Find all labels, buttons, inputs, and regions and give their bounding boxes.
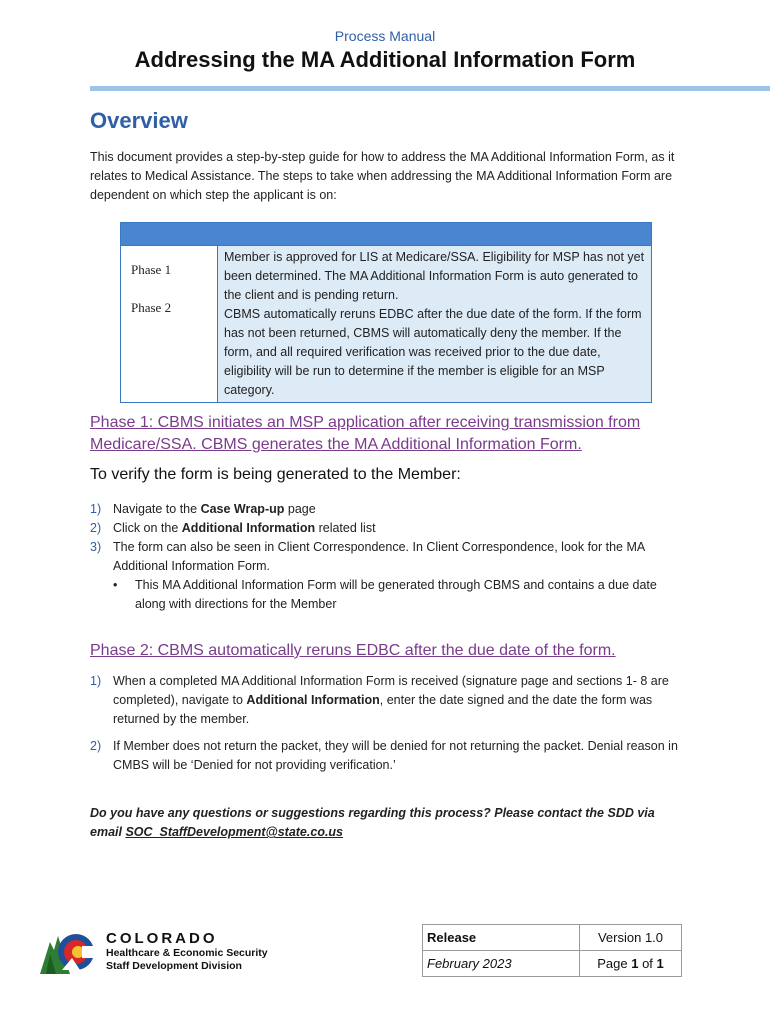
step-text: The form can also be seen in Client Correspondence. In Client Correspondence, look for the MA Additional Information Form. xyxy=(113,540,645,573)
bullet-icon: • xyxy=(113,578,118,592)
release-date: February 2023 xyxy=(423,951,580,977)
step-text xyxy=(113,519,690,538)
phase-table xyxy=(120,222,652,403)
phase2-steps xyxy=(90,672,690,783)
release-label: Release xyxy=(423,925,580,951)
list-item xyxy=(90,538,690,576)
colorado-logo xyxy=(38,924,288,980)
step-number: 1) xyxy=(90,502,102,516)
logo-line-1: Healthcare & Economic Security xyxy=(106,947,268,959)
phase1-label: Phase 1 xyxy=(131,262,172,277)
step-text-pre: When a completed MA Additional Information Form is received (signature page and sections 1- 8 are completed), navigate to xyxy=(113,674,669,707)
bullet-text: This MA Additional Information Form will be generated through CBMS and contains a due date along with directions for the Member xyxy=(135,578,657,611)
release-version: Version 1.0 xyxy=(580,925,682,951)
step-text-bold: Additional Information xyxy=(181,521,316,535)
step-text xyxy=(113,672,690,729)
phase-descriptions-cell xyxy=(218,246,652,403)
release-table xyxy=(422,924,682,977)
phase-table-header xyxy=(121,223,652,246)
step-number: 3) xyxy=(90,540,102,554)
contact-email-link[interactable]: SOC_StaffDevelopment@state.co.us xyxy=(125,825,344,839)
step-text-post: page xyxy=(284,502,316,516)
logo-state-name: COLORADO xyxy=(106,930,218,947)
step-text xyxy=(113,500,690,519)
contact-text: Do you have any questions or suggestions regarding this process? Please contact the SDD via email xyxy=(90,806,655,839)
overview-intro: This document provides a step-by-step guide for how to address the MA Additional Information Form, as it relates to Medical Assistance. The steps to take when addressing the MA Additional Information Form are dependent on which step the applicant is on: xyxy=(90,150,675,202)
list-item xyxy=(90,500,690,519)
header-divider xyxy=(90,86,770,91)
list-item xyxy=(113,576,690,614)
phase2-description: CBMS automatically reruns EDBC after the due date of the form. If the form has not been returned, CBMS will automatically deny the member. If the form, and all required verification was received prior to the due date, eligibility will be run to determine if the member is eligible for an MSP category. xyxy=(224,307,642,397)
phase1-heading[interactable]: Phase 1: CBMS initiates an MSP application after receiving transmission from Medicare/SSA. CBMS generates the MA Additional Information Form. xyxy=(90,414,641,453)
step-text-pre: Navigate to the xyxy=(113,502,201,516)
list-item xyxy=(90,737,690,775)
verify-subheading: To verify the form is being generated to the Member: xyxy=(90,466,461,483)
phase1-description: Member is approved for LIS at Medicare/SSA. Eligibility for MSP has not yet been determined. The MA Additional Information Form is auto generated to the client and is pending return. xyxy=(224,250,645,302)
page-prefix: Page xyxy=(597,956,632,971)
step-text-post: related list xyxy=(315,521,376,535)
step-text-pre: Click on the xyxy=(113,521,182,535)
step-text: If Member does not return the packet, they will be denied for not returning the packet. Denial reason in CMBS will be ‘Denied for not providing verification.’ xyxy=(113,739,678,772)
page-number: 1 xyxy=(631,956,639,971)
list-item xyxy=(90,672,690,729)
list-item xyxy=(90,519,690,538)
header-kicker: Process Manual xyxy=(334,28,436,44)
step-text-bold: Case Wrap-up xyxy=(200,502,285,516)
step-number: 2) xyxy=(90,521,102,535)
phase2-heading[interactable]: Phase 2: CBMS automatically reruns EDBC after the due date of the form. xyxy=(90,642,616,659)
phase2-label: Phase 2 xyxy=(131,300,172,315)
phase1-steps xyxy=(90,500,690,614)
logo-text xyxy=(106,930,268,973)
overview-heading: Overview xyxy=(90,108,188,133)
contact-note xyxy=(90,804,690,842)
page-of: of xyxy=(638,956,657,971)
colorado-c-logo-icon xyxy=(38,924,100,978)
page-total: 1 xyxy=(656,956,664,971)
logo-line-2: Staff Development Division xyxy=(106,960,242,972)
step-text-post: , enter the date signed and the date the form was returned by the member. xyxy=(113,693,653,726)
page-count xyxy=(580,951,682,977)
document-title: Addressing the MA Additional Information Form xyxy=(134,47,636,72)
step-text-bold: Additional Information xyxy=(246,693,380,707)
step-number: 1) xyxy=(90,674,102,688)
step-number: 2) xyxy=(90,739,102,753)
phase-labels-cell xyxy=(121,246,218,403)
